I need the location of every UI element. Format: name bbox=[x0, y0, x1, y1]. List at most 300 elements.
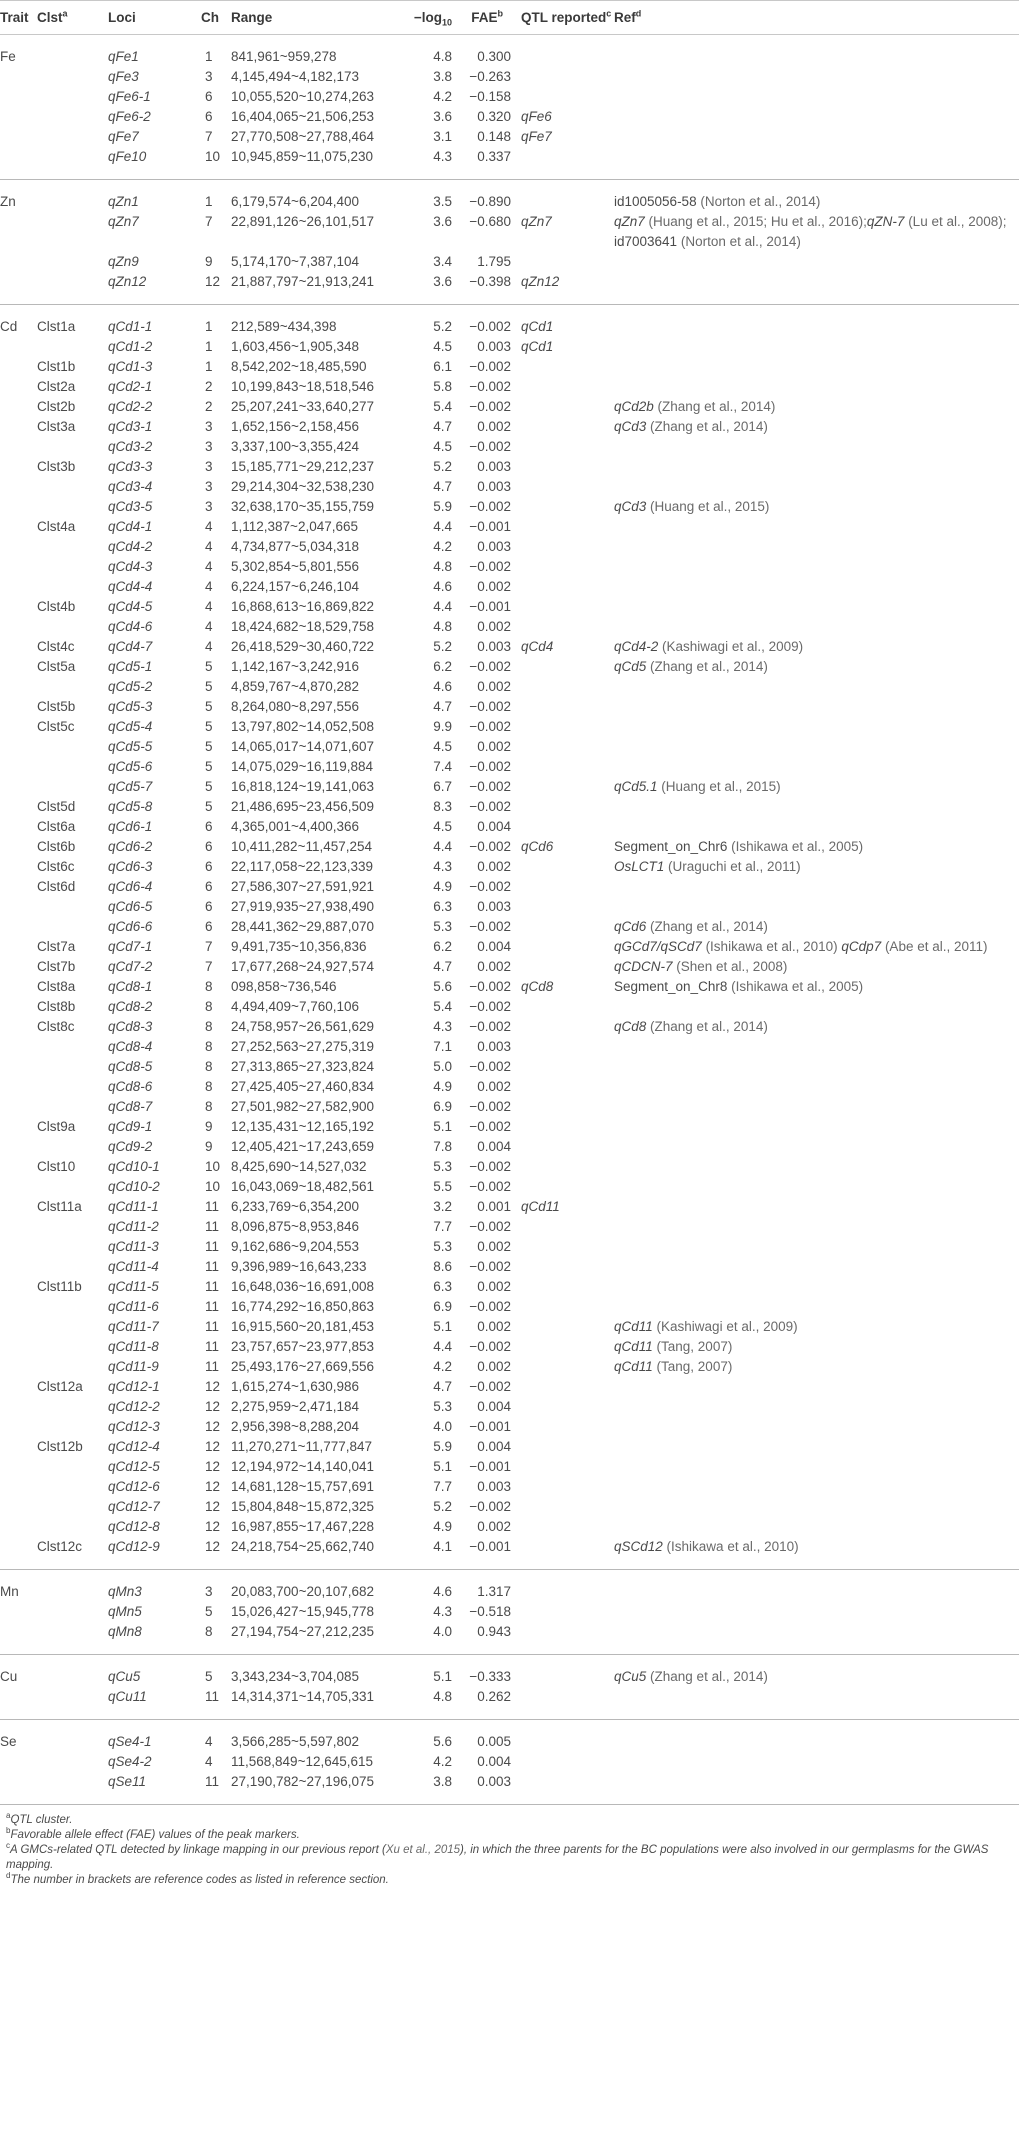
reference-citation[interactable]: (Norton et al., 2014) bbox=[677, 234, 801, 249]
cell-clst bbox=[37, 1622, 108, 1655]
cell-qtl-reported bbox=[511, 617, 614, 637]
table-row bbox=[0, 180, 1019, 213]
cell-qtl-reported: qFe7 bbox=[521, 129, 552, 144]
reference-locus: qGCd7/qSCd7 bbox=[614, 939, 702, 954]
table-row bbox=[0, 1437, 1019, 1457]
cell-ref bbox=[614, 1537, 1019, 1570]
cell-ref bbox=[614, 837, 1019, 857]
cell-fae: −0.002 bbox=[469, 839, 511, 854]
cell-loci: qZn7 bbox=[108, 214, 139, 229]
table-row bbox=[0, 1622, 1019, 1655]
cell-range: 3,337,100~3,355,424 bbox=[231, 439, 359, 454]
table-row bbox=[0, 577, 1019, 597]
reference-locus: qCd11 bbox=[614, 1319, 653, 1334]
cell-ref bbox=[614, 1397, 1019, 1417]
cell-ref bbox=[614, 1237, 1019, 1257]
cell-ch: 12 bbox=[201, 1537, 231, 1570]
cell-trait bbox=[0, 417, 37, 437]
cell-range: 32,638,170~35,155,759 bbox=[231, 499, 375, 514]
cell-log: 5.3 bbox=[433, 919, 452, 934]
cell-range: 16,774,292~16,850,863 bbox=[231, 1299, 375, 1314]
cell-loci: qCd12-8 bbox=[108, 1519, 160, 1534]
table-row bbox=[0, 1687, 1019, 1720]
cell-loci: qCd12-1 bbox=[108, 1379, 160, 1394]
cell-range: 25,207,241~33,640,277 bbox=[231, 399, 375, 414]
cell-range: 6,224,157~6,246,104 bbox=[231, 579, 359, 594]
cell-range: 11,270,271~11,777,847 bbox=[231, 1439, 373, 1454]
cell-loci: qCd11-7 bbox=[108, 1319, 159, 1334]
cell-ref bbox=[614, 1457, 1019, 1477]
reference-citation[interactable]: (Zhang et al., 2014) bbox=[646, 919, 768, 934]
cell-qtl-reported bbox=[511, 677, 614, 697]
reference-citation[interactable]: (Ishikawa et al., 2010) bbox=[662, 1539, 799, 1554]
cell-fae: −0.002 bbox=[469, 999, 511, 1014]
cell-ch: 4 bbox=[205, 1734, 213, 1749]
reference-citation[interactable]: (Zhang et al., 2014) bbox=[646, 1019, 768, 1034]
table-row bbox=[0, 252, 1019, 272]
cell-qtl-reported bbox=[511, 1317, 614, 1337]
cell-range: 8,096,875~8,953,846 bbox=[231, 1219, 359, 1234]
cell-clst: Clst4a bbox=[37, 519, 76, 534]
cell-trait bbox=[0, 1397, 37, 1417]
reference-citation[interactable]: (Zhang et al., 2014) bbox=[646, 1669, 768, 1684]
cell-ch: 3 bbox=[205, 479, 213, 494]
table-row bbox=[0, 1655, 1019, 1688]
reference-citation[interactable]: (Ishikawa et al., 2005) bbox=[727, 839, 864, 854]
reference-citation[interactable]: (Ishikawa et al., 2005) bbox=[727, 979, 864, 994]
cell-trait bbox=[0, 337, 37, 357]
cell-ref bbox=[614, 417, 1019, 437]
cell-fae: 0.002 bbox=[477, 859, 511, 874]
reference-citation[interactable]: (Abe et al., 2011) bbox=[881, 939, 988, 954]
cell-ch: 4 bbox=[205, 599, 213, 614]
cell-clst: Clst5a bbox=[37, 659, 76, 674]
cell-log: 5.6 bbox=[433, 979, 452, 994]
cell-fae: −0.002 bbox=[469, 799, 511, 814]
table-row bbox=[0, 67, 1019, 87]
cell-range: 29,214,304~32,538,230 bbox=[231, 479, 375, 494]
cell-range: 4,365,001~4,400,366 bbox=[231, 819, 359, 834]
cell-clst: Clst11a bbox=[37, 1199, 82, 1214]
cell-ch: 5 bbox=[205, 699, 213, 714]
cell-qtl-reported bbox=[511, 477, 614, 497]
reference-locus: qSCd12 bbox=[614, 1539, 663, 1554]
table-row bbox=[0, 357, 1019, 377]
cell-log: 4.5 bbox=[433, 439, 452, 454]
cell-ch: 12 bbox=[205, 1419, 221, 1434]
cell-trait bbox=[0, 1077, 37, 1097]
cell-range: 5,302,854~5,801,556 bbox=[231, 559, 359, 574]
cell-log: 5.2 bbox=[433, 319, 452, 334]
cell-trait bbox=[0, 577, 37, 597]
cell-trait bbox=[0, 1137, 37, 1157]
cell-clst: Clst1a bbox=[37, 319, 76, 334]
cell-ch: 6 bbox=[205, 89, 213, 104]
cell-loci: qCd4-3 bbox=[108, 559, 153, 574]
cell-fae: −0.002 bbox=[469, 559, 511, 574]
reference-locus: Segment_on_Chr6 bbox=[614, 839, 728, 854]
cell-log: 7.7 bbox=[433, 1219, 452, 1234]
cell-ch: 5 bbox=[205, 659, 213, 674]
cell-clst bbox=[37, 757, 108, 777]
cell-loci: qCd8-6 bbox=[108, 1079, 153, 1094]
cell-loci: qCd6-2 bbox=[108, 839, 153, 854]
cell-ch: 11 bbox=[205, 1239, 220, 1254]
cell-ch: 5 bbox=[205, 759, 213, 774]
reference-locus: Segment_on_Chr8 bbox=[614, 979, 728, 994]
cell-qtl-reported bbox=[511, 957, 614, 977]
cell-log: 4.2 bbox=[433, 1359, 452, 1374]
table-row bbox=[0, 1097, 1019, 1117]
table-row bbox=[0, 757, 1019, 777]
cell-qtl-reported bbox=[511, 597, 614, 617]
cell-ref bbox=[614, 1720, 1019, 1753]
cell-ch: 12 bbox=[205, 1499, 221, 1514]
cell-loci: qCd4-4 bbox=[108, 579, 153, 594]
reference-citation[interactable]: (Ishikawa et al., 2010) bbox=[701, 939, 842, 954]
cell-fae: 0.003 bbox=[477, 539, 511, 554]
cell-log: 6.9 bbox=[433, 1299, 452, 1314]
reference-citation[interactable]: (Norton et al., 2014) bbox=[696, 194, 821, 209]
cell-fae: −0.002 bbox=[469, 1059, 511, 1074]
cell-ref bbox=[614, 497, 1019, 517]
reference-citation[interactable]: (Uraguchi et al., 2011) bbox=[664, 859, 801, 874]
cell-trait: Se bbox=[0, 1734, 17, 1749]
cell-fae: −0.002 bbox=[469, 439, 511, 454]
cell-ref bbox=[614, 252, 1019, 272]
cell-log: 4.6 bbox=[433, 579, 452, 594]
cell-loci: qCd3-1 bbox=[108, 419, 153, 434]
cell-qtl-reported bbox=[511, 917, 614, 937]
cell-fae: 0.004 bbox=[477, 819, 511, 834]
cell-ch: 5 bbox=[205, 799, 213, 814]
cell-clst bbox=[37, 1655, 108, 1688]
reference-locus: qCd8 bbox=[614, 1019, 647, 1034]
cell-ch: 2 bbox=[205, 399, 213, 414]
cell-clst bbox=[37, 1237, 108, 1257]
table-row bbox=[0, 997, 1019, 1017]
cell-log: 3.6 bbox=[433, 109, 452, 124]
cell-trait bbox=[0, 1097, 37, 1117]
cell-clst bbox=[37, 917, 108, 937]
cell-log: 5.9 bbox=[433, 499, 452, 514]
table-row bbox=[0, 1457, 1019, 1477]
cell-qtl-reported bbox=[511, 437, 614, 457]
cell-trait bbox=[0, 1157, 37, 1177]
cell-fae: −0.002 bbox=[469, 1299, 511, 1314]
cell-range: 12,135,431~12,165,192 bbox=[231, 1119, 375, 1134]
reference-citation[interactable]: (Zhang et al., 2014) bbox=[653, 399, 776, 414]
footnote-c-citation[interactable]: Xu et al., 2015 bbox=[385, 1844, 461, 1856]
cell-trait bbox=[0, 597, 37, 617]
cell-log: 5.3 bbox=[433, 1159, 452, 1174]
cell-qtl-reported bbox=[511, 777, 614, 797]
cell-ref bbox=[614, 957, 1019, 977]
cell-fae: 0.002 bbox=[477, 1279, 511, 1294]
cell-fae: 0.943 bbox=[452, 1622, 511, 1655]
cell-clst: Clst2b bbox=[37, 399, 76, 414]
table-row bbox=[0, 147, 1019, 180]
reference-citation[interactable]: (Tang, 2007) bbox=[652, 1339, 733, 1354]
cell-qtl-reported bbox=[511, 1437, 614, 1457]
cell-range: 8,425,690~14,527,032 bbox=[231, 1159, 367, 1174]
cell-qtl-reported bbox=[511, 1137, 614, 1157]
cell-range: 22,117,058~22,123,339 bbox=[231, 859, 374, 874]
cell-range: 5,174,170~7,387,104 bbox=[231, 254, 359, 269]
table-row bbox=[0, 305, 1019, 338]
cell-trait bbox=[0, 537, 37, 557]
cell-clst: Clst9a bbox=[37, 1119, 76, 1134]
cell-ch: 1 bbox=[205, 359, 213, 374]
cell-ch: 6 bbox=[205, 919, 213, 934]
reference-citation[interactable]: (Lu et al., 2008); bbox=[904, 214, 1007, 229]
cell-trait bbox=[0, 857, 37, 877]
cell-log: 4.3 bbox=[433, 1019, 452, 1034]
cell-range: 27,919,935~27,938,490 bbox=[231, 899, 375, 914]
header-clst: Clst$^a$ bbox=[37, 1, 108, 35]
cell-fae: 0.002 bbox=[477, 679, 511, 694]
cell-clst bbox=[37, 1077, 108, 1097]
cell-ref bbox=[614, 1602, 1019, 1622]
cell-clst bbox=[37, 777, 108, 797]
table-row bbox=[0, 537, 1019, 557]
cell-log: 6.3 bbox=[433, 1279, 452, 1294]
cell-fae: −0.002 bbox=[469, 1159, 511, 1174]
cell-loci: qFe6-1 bbox=[108, 89, 151, 104]
cell-fae: 0.002 bbox=[477, 1239, 511, 1254]
cell-ref bbox=[614, 937, 1019, 957]
cell-range: 16,915,560~20,181,453 bbox=[231, 1319, 375, 1334]
cell-range: 10,199,843~18,518,546 bbox=[231, 379, 375, 394]
cell-loci: qCd8-5 bbox=[108, 1059, 153, 1074]
cell-loci: qCd11-2 bbox=[108, 1219, 159, 1234]
cell-ref bbox=[614, 577, 1019, 597]
table-row bbox=[0, 1237, 1019, 1257]
cell-clst: Clst3a bbox=[37, 419, 76, 434]
cell-clst bbox=[37, 1397, 108, 1417]
cell-trait bbox=[0, 497, 37, 517]
cell-ch: 7 bbox=[205, 959, 213, 974]
table-row bbox=[0, 777, 1019, 797]
cell-ref bbox=[614, 677, 1019, 697]
cell-fae: 0.002 bbox=[477, 1519, 511, 1534]
cell-log: 5.9 bbox=[433, 1439, 452, 1454]
cell-log: 4.7 bbox=[433, 959, 452, 974]
cell-log: 5.3 bbox=[433, 1239, 452, 1254]
cell-clst bbox=[37, 1217, 108, 1237]
cell-range: 27,252,563~27,275,319 bbox=[231, 1039, 375, 1054]
cell-clst: Clst12c bbox=[37, 1537, 108, 1570]
cell-range: 13,797,802~14,052,508 bbox=[231, 719, 375, 734]
cell-ref bbox=[614, 1477, 1019, 1497]
cell-loci: qFe7 bbox=[108, 129, 139, 144]
cell-ref bbox=[614, 757, 1019, 777]
cell-loci: qCd5-3 bbox=[108, 699, 153, 714]
cell-ref bbox=[614, 180, 1019, 213]
table-row bbox=[0, 497, 1019, 517]
cell-qtl-reported bbox=[511, 1517, 614, 1537]
cell-trait bbox=[0, 837, 37, 857]
cell-loci: qCd11-8 bbox=[108, 1339, 159, 1354]
reference-citation[interactable]: (Kashiwagi et al., 2009) bbox=[658, 639, 804, 654]
cell-log: 6.3 bbox=[433, 899, 452, 914]
table-row bbox=[0, 637, 1019, 657]
cell-loci: qCd10-2 bbox=[108, 1179, 160, 1194]
table-row bbox=[0, 1397, 1019, 1417]
cell-log: 5.1 bbox=[433, 1669, 452, 1684]
cell-loci: qMn8 bbox=[108, 1622, 201, 1655]
cell-ref bbox=[614, 1377, 1019, 1397]
reference-locus: qCd2b bbox=[614, 399, 654, 414]
cell-log: 5.2 bbox=[433, 459, 452, 474]
cell-qtl-reported bbox=[511, 857, 614, 877]
cell-loci: qCd4-6 bbox=[108, 619, 153, 634]
cell-log: 3.5 bbox=[433, 194, 452, 209]
table-row bbox=[0, 337, 1019, 357]
cell-fae: −0.333 bbox=[469, 1669, 511, 1684]
reference-citation[interactable]: (Huang et al., 2015; Hu et al., 2016); bbox=[644, 214, 867, 229]
cell-ref bbox=[614, 1077, 1019, 1097]
reference-locus: id7003641 bbox=[614, 234, 678, 249]
reference-citation[interactable]: (Huang et al., 2015) bbox=[657, 779, 781, 794]
header-ref: Ref$^d$ bbox=[614, 1, 1019, 35]
cell-fae: −0.398 bbox=[452, 272, 511, 305]
reference-citation[interactable]: (Zhang et al., 2014) bbox=[646, 659, 768, 674]
cell-clst: Clst8b bbox=[37, 999, 76, 1014]
cell-log: 9.9 bbox=[433, 719, 452, 734]
cell-ch: 4 bbox=[205, 639, 213, 654]
cell-qtl-reported bbox=[511, 1077, 614, 1097]
cell-ref bbox=[614, 1257, 1019, 1277]
reference-citation[interactable]: (Huang et al., 2015) bbox=[646, 499, 770, 514]
cell-qtl-reported bbox=[511, 1687, 614, 1720]
cell-clst bbox=[37, 1297, 108, 1317]
cell-ref bbox=[614, 1622, 1019, 1655]
cell-clst: Clst3b bbox=[37, 459, 76, 474]
cell-clst bbox=[37, 180, 108, 213]
cell-ref bbox=[614, 87, 1019, 107]
cell-log: 5.6 bbox=[433, 1734, 452, 1749]
cell-range: 16,404,065~21,506,253 bbox=[231, 109, 375, 124]
cell-loci: qSe11 bbox=[108, 1772, 201, 1805]
cell-loci: qCd4-5 bbox=[108, 599, 153, 614]
cell-range: 4,494,409~7,760,106 bbox=[231, 999, 359, 1014]
table-body bbox=[0, 35, 1019, 1805]
cell-ref bbox=[614, 617, 1019, 637]
cell-ch: 6 bbox=[205, 839, 213, 854]
cell-trait bbox=[0, 1197, 37, 1217]
cell-clst bbox=[37, 1417, 108, 1437]
cell-fae: −0.002 bbox=[469, 659, 511, 674]
header-log: $-\log_{10}$ bbox=[404, 1, 452, 35]
cell-loci: qCd3-4 bbox=[108, 479, 153, 494]
cell-fae: −0.002 bbox=[469, 1119, 511, 1134]
cell-loci: qFe3 bbox=[108, 69, 139, 84]
cell-qtl-reported: qCd1 bbox=[521, 319, 554, 334]
cell-trait bbox=[0, 1477, 37, 1497]
cell-range: 10,055,520~10,274,263 bbox=[231, 89, 375, 104]
cell-fae: −0.002 bbox=[469, 1259, 511, 1274]
cell-range: 14,314,371~14,705,331 bbox=[231, 1687, 404, 1720]
cell-loci: qCd6-3 bbox=[108, 859, 153, 874]
reference-citation[interactable]: (Shen et al., 2008) bbox=[672, 959, 788, 974]
reference-citation[interactable]: (Kashiwagi et al., 2009) bbox=[652, 1319, 798, 1334]
cell-ch: 3 bbox=[205, 499, 213, 514]
cell-loci: qCu11 bbox=[108, 1687, 201, 1720]
cell-trait bbox=[0, 1687, 37, 1720]
cell-ch: 8 bbox=[201, 1622, 231, 1655]
cell-log: 4.5 bbox=[433, 339, 452, 354]
cell-trait bbox=[0, 797, 37, 817]
cell-range: 16,818,124~19,141,063 bbox=[231, 779, 375, 794]
cell-qtl-reported bbox=[511, 397, 614, 417]
reference-citation[interactable]: (Tang, 2007) bbox=[652, 1359, 733, 1374]
reference-locus: qCDCN-7 bbox=[614, 959, 673, 974]
reference-locus: qCd4-2 bbox=[614, 639, 659, 654]
cell-loci: qCd11-9 bbox=[108, 1359, 159, 1374]
reference-citation[interactable]: (Zhang et al., 2014) bbox=[646, 419, 768, 434]
table-row bbox=[0, 977, 1019, 997]
table-row bbox=[0, 1277, 1019, 1297]
cell-ref bbox=[614, 1177, 1019, 1197]
cell-clst bbox=[37, 67, 108, 87]
cell-trait bbox=[0, 997, 37, 1017]
cell-log: 8.6 bbox=[433, 1259, 452, 1274]
cell-trait bbox=[0, 1537, 37, 1570]
header-ch: Ch bbox=[201, 1, 231, 35]
table-row bbox=[0, 87, 1019, 107]
cell-loci: qCd4-2 bbox=[108, 539, 153, 554]
cell-clst bbox=[37, 1057, 108, 1077]
table-row bbox=[0, 437, 1019, 457]
cell-loci: qCd12-6 bbox=[108, 1479, 160, 1494]
cell-log: 4.6 bbox=[433, 679, 452, 694]
cell-trait bbox=[0, 737, 37, 757]
cell-qtl-reported: qZn12 bbox=[511, 272, 614, 305]
cell-trait bbox=[0, 477, 37, 497]
cell-loci: qCd8-1 bbox=[108, 979, 153, 994]
cell-fae: −0.002 bbox=[469, 319, 511, 334]
cell-ref bbox=[614, 517, 1019, 537]
cell-clst bbox=[37, 272, 108, 305]
cell-trait bbox=[0, 1037, 37, 1057]
cell-loci: qSe4-1 bbox=[108, 1734, 152, 1749]
cell-qtl-reported bbox=[511, 457, 614, 477]
cell-range: 26,418,529~30,460,722 bbox=[231, 639, 375, 654]
cell-ref bbox=[614, 557, 1019, 577]
cell-ref bbox=[614, 1417, 1019, 1437]
cell-log: 4.4 bbox=[433, 599, 452, 614]
cell-trait: Cu bbox=[0, 1669, 18, 1684]
cell-clst bbox=[37, 1497, 108, 1517]
cell-ch: 7 bbox=[205, 129, 213, 144]
cell-ch: 6 bbox=[205, 899, 213, 914]
cell-ch: 1 bbox=[205, 194, 213, 209]
cell-fae: 0.148 bbox=[477, 129, 511, 144]
cell-fae: −0.002 bbox=[469, 379, 511, 394]
cell-fae: 1.795 bbox=[477, 254, 511, 269]
cell-fae: −0.158 bbox=[469, 89, 511, 104]
cell-fae: 0.005 bbox=[477, 1734, 511, 1749]
cell-log: 3.6 bbox=[433, 214, 452, 229]
cell-qtl-reported bbox=[511, 180, 614, 213]
table-row bbox=[0, 212, 1019, 252]
table-row bbox=[0, 1037, 1019, 1057]
cell-ref bbox=[614, 1137, 1019, 1157]
cell-clst: Clst11b bbox=[37, 1279, 82, 1294]
cell-ref bbox=[614, 1337, 1019, 1357]
cell-trait bbox=[0, 272, 37, 305]
